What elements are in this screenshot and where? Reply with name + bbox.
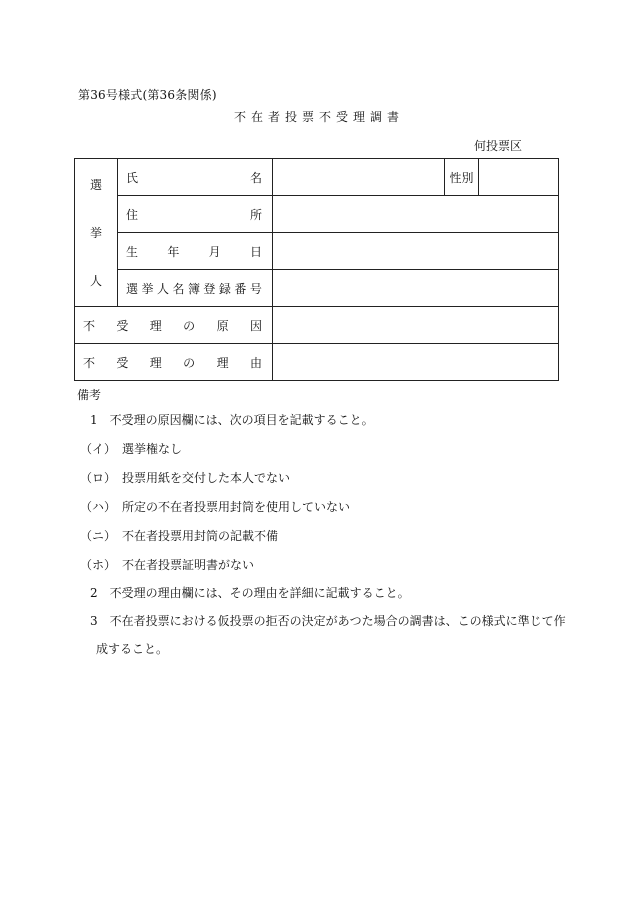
note-item: 3 不在者投票における仮投票の拒否の決定があつた場合の調書は、この様式に準じて作 <box>90 614 566 628</box>
address-label: 住 所 <box>118 196 273 233</box>
rejection-reason-field[interactable] <box>273 344 559 381</box>
record-table <box>74 158 559 381</box>
voter-label-char: 挙 <box>89 225 102 240</box>
address-value-field[interactable] <box>273 196 559 233</box>
note-item: （ハ） 所定の不在者投票用封筒を使用していない <box>80 500 351 514</box>
rejection-cause-field[interactable] <box>273 307 559 344</box>
name-label: 氏 名 <box>118 159 273 196</box>
polling-district: 何投票区 <box>474 139 523 153</box>
voter-label-char: 選 <box>89 177 102 192</box>
voter-label-char: 人 <box>89 273 102 288</box>
voter-roll-number-field[interactable] <box>273 270 559 307</box>
voter-label-cell <box>75 159 118 307</box>
sex-value-field[interactable] <box>479 159 559 196</box>
row-roll <box>75 270 559 307</box>
note-item: 1 不受理の原因欄には、次の項目を記載すること。 <box>90 413 374 427</box>
notes-heading: 備考 <box>77 388 102 402</box>
row-address <box>75 196 559 233</box>
note-item: （イ） 選挙権なし <box>80 442 183 456</box>
birthdate-value-field[interactable] <box>273 233 559 270</box>
note-item: （ニ） 不在者投票用封筒の記載不備 <box>80 529 279 543</box>
document-title: 不在者投票不受理調書 <box>233 110 404 124</box>
rejection-cause-label: 不 受 理 の 原 因 <box>75 307 273 344</box>
rejection-reason-label: 不 受 理 の 理 由 <box>75 344 273 381</box>
sex-label: 性別 <box>445 159 479 196</box>
row-reason <box>75 344 559 381</box>
note-item: 成すること。 <box>96 642 169 656</box>
voter-roll-number-label: 選 挙 人 名 簿 登 録 番 号 <box>118 270 273 307</box>
note-item: （ホ） 不在者投票証明書がない <box>80 558 255 572</box>
row-name <box>75 159 559 196</box>
name-value-field[interactable] <box>273 159 445 196</box>
birthdate-label: 生 年 月 日 <box>118 233 273 270</box>
row-birth <box>75 233 559 270</box>
form-number: 第36号様式(第36条関係) <box>78 88 217 102</box>
note-item: （ロ） 投票用紙を交付した本人でない <box>80 471 291 485</box>
note-item: 2 不受理の理由欄には、その理由を詳細に記載すること。 <box>90 586 410 600</box>
row-cause <box>75 307 559 344</box>
